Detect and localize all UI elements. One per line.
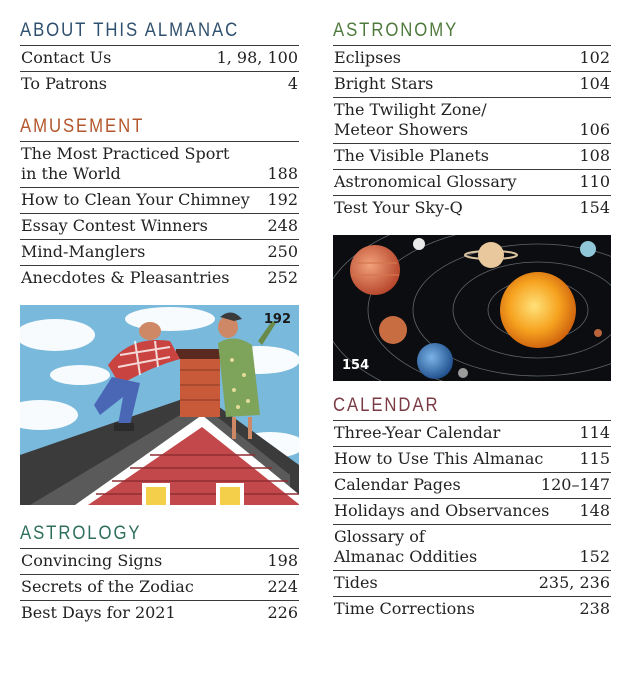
toc-item[interactable] [333,473,611,499]
toc-item-page: 248 [267,216,298,235]
toc-item-page: 115 [579,449,610,468]
section-astronomy [333,18,611,221]
toc-item-label: Essay Contest Winners [21,216,208,235]
section-title-astronomy: ASTRONOMY [333,20,459,41]
toc-item-label: Anecdotes & Pleasantries [21,268,230,287]
toc-item-page: 188 [267,164,298,183]
toc-item-label: Bright Stars [334,74,434,93]
toc-item-page: 110 [579,172,610,191]
toc-item[interactable] [333,196,611,221]
toc-item-label: The Most Practiced Sport in the World [21,144,230,183]
toc-item-page: 102 [579,48,610,67]
toc-item[interactable] [20,240,299,266]
section-title-astrology: ASTROLOGY [20,523,142,544]
toc-item[interactable] [20,266,299,291]
toc-list-about [20,45,299,97]
toc-item-page: 198 [267,551,298,570]
toc-item[interactable] [20,575,299,601]
toc-item-page: 154 [579,198,610,217]
toc-item[interactable] [333,144,611,170]
toc-item-page: 4 [287,74,298,93]
toc-item[interactable] [333,98,611,144]
toc-item-label: Glossary of Almanac Oddities [334,527,478,566]
toc-item[interactable] [20,46,299,72]
toc-list-amusement [20,141,299,291]
toc-item[interactable] [333,525,611,571]
toc-item[interactable] [20,142,299,188]
toc-item-page: 1, 98, 100 [216,48,298,67]
toc-item[interactable] [20,72,299,97]
toc-item-page: 108 [579,146,610,165]
toc-item[interactable] [333,46,611,72]
toc-list-astronomy [333,45,611,221]
toc-item-page: 252 [267,268,298,287]
right-column [333,18,611,622]
toc-item-page: 250 [267,242,298,261]
toc-item-label: Mind-Manglers [21,242,146,261]
toc-item-label: Eclipses [334,48,402,67]
solar-system-image [333,235,611,381]
toc-item-page: 114 [579,423,610,442]
section-title-amusement: AMUSEMENT [20,116,145,137]
toc-item-page: 148 [579,501,610,520]
chimney-sweep-image [20,305,299,505]
toc-item[interactable] [333,499,611,525]
toc-item-page: 120–147 [540,475,610,494]
toc-item-label: Holidays and Observances [334,501,550,520]
toc-item-label: The Twilight Zone/ Meteor Showers [334,100,487,139]
toc-item[interactable] [333,421,611,447]
toc-item-label: The Visible Planets [334,146,489,165]
toc-item-label: Three-Year Calendar [334,423,501,442]
toc-item-page: 104 [579,74,610,93]
toc-item-label: Test Your Sky-Q [334,198,463,217]
toc-item[interactable] [333,571,611,597]
page-badge-192: 192 [263,312,291,327]
toc-item[interactable] [333,170,611,196]
section-title-calendar: CALENDAR [333,395,440,416]
toc-item-page: 238 [579,599,610,618]
toc-item[interactable] [20,188,299,214]
section-calendar [333,393,611,622]
toc-item[interactable] [20,214,299,240]
toc-item-page: 235, 236 [538,573,610,592]
toc-item-label: Calendar Pages [334,475,461,494]
toc-item[interactable] [333,447,611,473]
toc-item-label: To Patrons [21,74,107,93]
toc-item[interactable] [20,549,299,575]
toc-item-label: Contact Us [21,48,112,67]
toc-item-page: 106 [579,120,610,139]
toc-item-label: Astronomical Glossary [334,172,517,191]
toc-item-page: 224 [267,577,298,596]
toc-item[interactable] [333,597,611,622]
toc-item-label: Time Corrections [334,599,475,618]
toc-item-page: 152 [579,547,610,566]
toc-item-label: Best Days for 2021 [21,603,176,622]
toc-item-label: Tides [334,573,378,592]
section-about [20,18,299,97]
solar-system-illustration[interactable] [333,235,611,381]
toc-item[interactable] [333,72,611,98]
toc-item-label: How to Use This Almanac [334,449,544,468]
toc-list-calendar [333,420,611,622]
left-column [20,18,299,626]
toc-item-page: 192 [267,190,298,209]
toc-item[interactable] [20,601,299,626]
toc-item-label: Secrets of the Zodiac [21,577,194,596]
section-amusement [20,114,299,291]
page-badge-154: 154 [342,358,370,373]
section-title-about: ABOUT THIS ALMANAC [20,20,240,41]
section-astrology [20,521,299,626]
toc-list-astrology [20,548,299,626]
toc-item-label: How to Clean Your Chimney [21,190,250,209]
chimney-illustration[interactable] [20,305,299,505]
toc-item-page: 226 [267,603,298,622]
toc-item-label: Convincing Signs [21,551,163,570]
